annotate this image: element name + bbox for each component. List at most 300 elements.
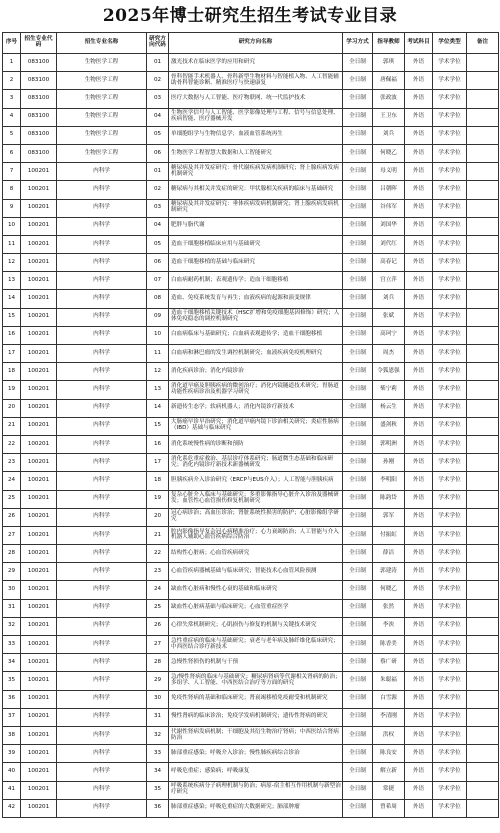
cell-tutor: 朱聪福 xyxy=(373,672,405,690)
table-row xyxy=(3,636,499,654)
cell-direction-name: 白血病耐药机制；表观遗传学；造血干细胞移植 xyxy=(169,272,343,290)
cell-major-code: 100201 xyxy=(21,781,57,799)
cell-study-mode: 全日制 xyxy=(343,417,373,435)
cell-note xyxy=(467,363,499,381)
cell-exam: 外语 xyxy=(405,563,433,581)
cell-degree-type: 学术学位 xyxy=(433,617,467,635)
cell-degree-type: 学术学位 xyxy=(433,708,467,726)
table-row xyxy=(3,581,499,599)
cell-serial: 27 xyxy=(3,526,21,544)
cell-note xyxy=(467,126,499,144)
cell-note xyxy=(467,272,499,290)
cell-major-code: 083100 xyxy=(21,126,57,144)
cell-study-mode: 全日制 xyxy=(343,563,373,581)
cell-direction-name: 慢性肾病的临床诊治；免疫学发病机制研究；遗传性肾病的研究 xyxy=(169,708,343,726)
cell-major-code: 100201 xyxy=(21,545,57,563)
cell-direction-name: 新遗传生态学；软病机器人；消化内镜诊疗新技术 xyxy=(169,399,343,417)
cell-degree-type: 学术学位 xyxy=(433,490,467,508)
cell-exam: 外语 xyxy=(405,217,433,235)
cell-tutor: 陈韵岱 xyxy=(373,490,405,508)
cell-serial: 33 xyxy=(3,636,21,654)
cell-exam: 外语 xyxy=(405,781,433,799)
cell-serial: 32 xyxy=(3,617,21,635)
cell-study-mode: 全日制 xyxy=(343,599,373,617)
cell-major-code: 100201 xyxy=(21,454,57,472)
cell-degree-type: 学术学位 xyxy=(433,72,467,90)
cell-direction-code: 25 xyxy=(147,599,169,617)
cell-major-name: 内科学 xyxy=(57,508,147,526)
cell-study-mode: 全日制 xyxy=(343,308,373,326)
cell-study-mode: 全日制 xyxy=(343,399,373,417)
cell-direction-code: 18 xyxy=(147,472,169,490)
cell-tutor: 常捷 xyxy=(373,781,405,799)
cell-direction-name: 缺血性心脏病基础与临床研究；心血管重症医学 xyxy=(169,599,343,617)
cell-direction-code: 01 xyxy=(147,163,169,181)
cell-direction-code: 06 xyxy=(147,144,169,162)
cell-direction-code: 13 xyxy=(147,381,169,399)
cell-tutor: 李清刚 xyxy=(373,708,405,726)
cell-study-mode: 全日制 xyxy=(343,108,373,126)
cell-direction-name: 造血干细胞移植临床应用与基础研究 xyxy=(169,235,343,253)
cell-tutor: 高珂宁 xyxy=(373,326,405,344)
cell-tutor: 李泱 xyxy=(373,617,405,635)
cell-note xyxy=(467,526,499,544)
cell-exam: 外语 xyxy=(405,381,433,399)
cell-major-code: 100201 xyxy=(21,399,57,417)
cell-direction-code: 33 xyxy=(147,745,169,763)
cell-note xyxy=(467,508,499,526)
table-row xyxy=(3,326,499,344)
cell-direction-code: 24 xyxy=(147,581,169,599)
cell-tutor: 薛洁 xyxy=(373,545,405,563)
cell-study-mode: 全日制 xyxy=(343,235,373,253)
cell-note xyxy=(467,745,499,763)
cell-major-name: 内科学 xyxy=(57,345,147,363)
cell-degree-type: 学术学位 xyxy=(433,690,467,708)
cell-exam: 外语 xyxy=(405,472,433,490)
cell-note xyxy=(467,599,499,617)
cell-degree-type: 学术学位 xyxy=(433,290,467,308)
cell-tutor: 宫立萍 xyxy=(373,272,405,290)
cell-serial: 41 xyxy=(3,781,21,799)
cell-tutor: 刘兵 xyxy=(373,126,405,144)
cell-serial: 13 xyxy=(3,272,21,290)
table-row xyxy=(3,763,499,781)
cell-study-mode: 全日制 xyxy=(343,617,373,635)
cell-major-code: 100201 xyxy=(21,745,57,763)
cell-direction-code: 19 xyxy=(147,490,169,508)
cell-study-mode: 全日制 xyxy=(343,363,373,381)
table-row xyxy=(3,745,499,763)
cell-major-code: 100201 xyxy=(21,290,57,308)
cell-major-name: 内科学 xyxy=(57,617,147,635)
cell-major-name: 内科学 xyxy=(57,763,147,781)
cell-major-name: 内科学 xyxy=(57,181,147,199)
cell-note xyxy=(467,781,499,799)
cell-tutor: 谷伟军 xyxy=(373,199,405,217)
cell-study-mode: 全日制 xyxy=(343,144,373,162)
cell-note xyxy=(467,799,499,817)
cell-degree-type: 学术学位 xyxy=(433,381,467,399)
cell-study-mode: 全日制 xyxy=(343,254,373,272)
cell-major-code: 100201 xyxy=(21,254,57,272)
cell-major-name: 内科学 xyxy=(57,399,147,417)
cell-serial: 26 xyxy=(3,508,21,526)
cell-tutor: 郭军 xyxy=(373,508,405,526)
cell-direction-name: 消化道早癌及胆胰疾病的微创治疗；消化内镜隧道技术研究；胃肠道功能性疾病诊治及机器学习研究 xyxy=(169,381,343,399)
cell-direction-code: 21 xyxy=(147,526,169,544)
table-row xyxy=(3,199,499,217)
cell-tutor: 令狐恩强 xyxy=(373,363,405,381)
cell-serial: 39 xyxy=(3,745,21,763)
cell-serial: 5 xyxy=(3,126,21,144)
table-row xyxy=(3,490,499,508)
cell-exam: 外语 xyxy=(405,126,433,144)
cell-major-name: 内科学 xyxy=(57,217,147,235)
cell-serial: 14 xyxy=(3,290,21,308)
cell-serial: 10 xyxy=(3,217,21,235)
header-major-code: 招生专业代码 xyxy=(21,33,57,54)
table-row xyxy=(3,654,499,672)
cell-direction-code: 23 xyxy=(147,563,169,581)
table-row xyxy=(3,235,499,253)
cell-note xyxy=(467,181,499,199)
cell-direction-name: 单细胞组学与生物信息学；血液血管系统再生 xyxy=(169,126,343,144)
cell-major-code: 100201 xyxy=(21,636,57,654)
cell-direction-code: 36 xyxy=(147,799,169,817)
cell-exam: 外语 xyxy=(405,526,433,544)
cell-note xyxy=(467,90,499,108)
cell-tutor: 付振虹 xyxy=(373,526,405,544)
cell-direction-code: 07 xyxy=(147,272,169,290)
cell-serial: 24 xyxy=(3,472,21,490)
cell-direction-code: 05 xyxy=(147,235,169,253)
cell-note xyxy=(467,545,499,563)
cell-major-code: 100201 xyxy=(21,690,57,708)
cell-major-code: 083100 xyxy=(21,54,57,72)
table-row xyxy=(3,144,499,162)
cell-direction-name: 消化疾病诊治；消化内镜诊治 xyxy=(169,363,343,381)
cell-degree-type: 学术学位 xyxy=(433,581,467,599)
table-row xyxy=(3,781,499,799)
cell-serial: 11 xyxy=(3,235,21,253)
cell-major-code: 100201 xyxy=(21,490,57,508)
cell-direction-name: 造血干细胞移植的基础与临床研究 xyxy=(169,254,343,272)
cell-serial: 8 xyxy=(3,181,21,199)
cell-note xyxy=(467,726,499,744)
cell-serial: 28 xyxy=(3,545,21,563)
table-row xyxy=(3,381,499,399)
cell-degree-type: 学术学位 xyxy=(433,181,467,199)
cell-direction-name: 冠心病诊治；高血压诊治；肾脏系统性损害的防护；心脏影像组学研究 xyxy=(169,508,343,526)
cell-tutor: 柴宁莉 xyxy=(373,381,405,399)
cell-degree-type: 学术学位 xyxy=(433,417,467,435)
cell-direction-code: 31 xyxy=(147,708,169,726)
table-row xyxy=(3,508,499,526)
cell-direction-code: 32 xyxy=(147,726,169,744)
cell-serial: 31 xyxy=(3,599,21,617)
cell-note xyxy=(467,235,499,253)
cell-tutor: 刘代红 xyxy=(373,235,405,253)
cell-major-code: 100201 xyxy=(21,726,57,744)
cell-study-mode: 全日制 xyxy=(343,745,373,763)
cell-exam: 外语 xyxy=(405,326,433,344)
cell-major-code: 100201 xyxy=(21,563,57,581)
cell-direction-code: 29 xyxy=(147,672,169,690)
cell-major-code: 100201 xyxy=(21,217,57,235)
cell-degree-type: 学术学位 xyxy=(433,781,467,799)
cell-tutor: 陈香美 xyxy=(373,636,405,654)
cell-major-code: 100201 xyxy=(21,199,57,217)
cell-direction-code: 04 xyxy=(147,217,169,235)
table-header-row xyxy=(3,33,499,54)
cell-exam: 外语 xyxy=(405,690,433,708)
cell-direction-code: 10 xyxy=(147,326,169,344)
cell-serial: 20 xyxy=(3,399,21,417)
cell-exam: 外语 xyxy=(405,745,433,763)
cell-major-name: 内科学 xyxy=(57,326,147,344)
cell-degree-type: 学术学位 xyxy=(433,90,467,108)
cell-exam: 外语 xyxy=(405,181,433,199)
cell-exam: 外语 xyxy=(405,144,433,162)
cell-direction-code: 02 xyxy=(147,181,169,199)
table-row xyxy=(3,454,499,472)
cell-major-name: 内科学 xyxy=(57,435,147,453)
cell-major-code: 100201 xyxy=(21,508,57,526)
cell-direction-name: 复杂心脏介入临床与基础研究；多重影像指导心脏介入诊治及器械研发；血管性心血管损伤修复机制研究 xyxy=(169,490,343,508)
cell-serial: 12 xyxy=(3,254,21,272)
cell-direction-code: 28 xyxy=(147,654,169,672)
cell-major-name: 内科学 xyxy=(57,199,147,217)
header-direction-code: 研究方向代码 xyxy=(147,33,169,54)
cell-study-mode: 全日制 xyxy=(343,181,373,199)
cell-study-mode: 全日制 xyxy=(343,454,373,472)
cell-exam: 外语 xyxy=(405,90,433,108)
cell-study-mode: 全日制 xyxy=(343,726,373,744)
cell-exam: 外语 xyxy=(405,508,433,526)
cell-direction-name: 糖尿病及其并发症研究：垂体疾病发病机制研究；肾上腺疾病发病机制研究 xyxy=(169,199,343,217)
cell-degree-type: 学术学位 xyxy=(433,763,467,781)
cell-major-name: 生物医学工程 xyxy=(57,54,147,72)
cell-major-name: 生物医学工程 xyxy=(57,108,147,126)
cell-tutor: 张斌 xyxy=(373,308,405,326)
cell-serial: 4 xyxy=(3,108,21,126)
cell-serial: 29 xyxy=(3,563,21,581)
cell-major-code: 100201 xyxy=(21,617,57,635)
cell-direction-code: 17 xyxy=(147,454,169,472)
cell-degree-type: 学术学位 xyxy=(433,345,467,363)
cell-major-code: 100201 xyxy=(21,308,57,326)
cell-degree-type: 学术学位 xyxy=(433,636,467,654)
cell-direction-code: 15 xyxy=(147,417,169,435)
table-row xyxy=(3,108,499,126)
cell-tutor: 李明阳 xyxy=(373,472,405,490)
cell-major-name: 内科学 xyxy=(57,672,147,690)
cell-study-mode: 全日制 xyxy=(343,435,373,453)
cell-note xyxy=(467,708,499,726)
cell-study-mode: 全日制 xyxy=(343,326,373,344)
cell-tutor: 何晓乙 xyxy=(373,144,405,162)
cell-major-name: 内科学 xyxy=(57,599,147,617)
cell-note xyxy=(467,636,499,654)
cell-tutor: 洪权 xyxy=(373,726,405,744)
cell-direction-name: 肺部重症感染；呼吸介入诊治；慢性肺疾病综合诊治 xyxy=(169,745,343,763)
cell-exam: 外语 xyxy=(405,417,433,435)
cell-tutor: 郭明洲 xyxy=(373,435,405,453)
cell-tutor: 郭琪 xyxy=(373,54,405,72)
cell-direction-name: 生物医学工程智慧大数据和人工智能研究 xyxy=(169,144,343,162)
cell-tutor: 解立新 xyxy=(373,763,405,781)
table-row xyxy=(3,617,499,635)
cell-exam: 外语 xyxy=(405,235,433,253)
cell-direction-name: 激光技术在临床医学的应用和研究 xyxy=(169,54,343,72)
cell-direction-name: 急慢性肾损伤的机制与干预 xyxy=(169,654,343,672)
cell-degree-type: 学术学位 xyxy=(433,217,467,235)
cell-exam: 外语 xyxy=(405,72,433,90)
cell-exam: 外语 xyxy=(405,617,433,635)
cell-major-code: 100201 xyxy=(21,235,57,253)
cell-direction-name: 急性重症病的临床与基础研究；衰老与老年病及肺纤维化临床研究；中西医结合诊疗新技术 xyxy=(169,636,343,654)
cell-note xyxy=(467,490,499,508)
cell-study-mode: 全日制 xyxy=(343,126,373,144)
cell-major-code: 100201 xyxy=(21,181,57,199)
cell-serial: 16 xyxy=(3,326,21,344)
cell-tutor: 刘国华 xyxy=(373,217,405,235)
cell-exam: 外语 xyxy=(405,199,433,217)
cell-direction-name: 缺血性心脏病和慢性心衰的基础和临床研究 xyxy=(169,581,343,599)
table-row xyxy=(3,290,499,308)
cell-study-mode: 全日制 xyxy=(343,581,373,599)
cell-major-name: 内科学 xyxy=(57,272,147,290)
cell-serial: 25 xyxy=(3,490,21,508)
cell-serial: 2 xyxy=(3,72,21,90)
table-row xyxy=(3,708,499,726)
header-major-name: 招生专业名称 xyxy=(57,33,147,54)
cell-major-name: 内科学 xyxy=(57,472,147,490)
cell-note xyxy=(467,199,499,217)
cell-degree-type: 学术学位 xyxy=(433,235,467,253)
cell-exam: 外语 xyxy=(405,399,433,417)
cell-major-code: 100201 xyxy=(21,581,57,599)
cell-major-code: 100201 xyxy=(21,363,57,381)
cell-major-name: 内科学 xyxy=(57,417,147,435)
cell-tutor: 郭建涛 xyxy=(373,563,405,581)
cell-study-mode: 全日制 xyxy=(343,272,373,290)
table-row xyxy=(3,417,499,435)
cell-serial: 17 xyxy=(3,345,21,363)
cell-degree-type: 学术学位 xyxy=(433,654,467,672)
cell-degree-type: 学术学位 xyxy=(433,599,467,617)
table-row xyxy=(3,435,499,453)
cell-major-code: 100201 xyxy=(21,799,57,817)
cell-major-name: 内科学 xyxy=(57,308,147,326)
cell-study-mode: 全日制 xyxy=(343,799,373,817)
table-row xyxy=(3,563,499,581)
cell-major-name: 内科学 xyxy=(57,235,147,253)
table-row xyxy=(3,90,499,108)
cell-exam: 外语 xyxy=(405,308,433,326)
cell-exam: 外语 xyxy=(405,290,433,308)
cell-direction-code: 34 xyxy=(147,763,169,781)
cell-major-code: 100201 xyxy=(21,326,57,344)
cell-major-code: 083100 xyxy=(21,90,57,108)
cell-note xyxy=(467,308,499,326)
cell-serial: 1 xyxy=(3,54,21,72)
cell-major-name: 生物医学工程 xyxy=(57,90,147,108)
cell-note xyxy=(467,617,499,635)
table-row xyxy=(3,599,499,617)
cell-direction-name: 心律失常机制研究；心肌损伤与修复的机制与关键技术研究 xyxy=(169,617,343,635)
cell-major-code: 100201 xyxy=(21,599,57,617)
cell-tutor: 王卫东 xyxy=(373,108,405,126)
cell-direction-name: 结构性心脏病；心血管疾病研究 xyxy=(169,545,343,563)
cell-degree-type: 学术学位 xyxy=(433,163,467,181)
cell-direction-name: 糖尿病及其并发症研究：骨代谢疾病发病机制研究；肾上腺疾病发病机制研究 xyxy=(169,163,343,181)
cell-note xyxy=(467,108,499,126)
cell-major-code: 100201 xyxy=(21,763,57,781)
table-row xyxy=(3,272,499,290)
cell-major-code: 100201 xyxy=(21,381,57,399)
cell-degree-type: 学术学位 xyxy=(433,435,467,453)
cell-serial: 23 xyxy=(3,454,21,472)
cell-note xyxy=(467,163,499,181)
cell-exam: 外语 xyxy=(405,363,433,381)
cell-serial: 21 xyxy=(3,417,21,435)
cell-degree-type: 学术学位 xyxy=(433,563,467,581)
cell-direction-name: 糖尿病与其相关并发症的研究：甲状腺相关疾病的临床与基础研究 xyxy=(169,181,343,199)
cell-degree-type: 学术学位 xyxy=(433,308,467,326)
cell-study-mode: 全日制 xyxy=(343,90,373,108)
cell-degree-type: 学术学位 xyxy=(433,54,467,72)
cell-exam: 外语 xyxy=(405,454,433,472)
cell-degree-type: 学术学位 xyxy=(433,799,467,817)
cell-direction-code: 26 xyxy=(147,617,169,635)
cell-direction-name: 呼吸危重症；感染病；呼吸康复 xyxy=(169,763,343,781)
cell-major-name: 内科学 xyxy=(57,781,147,799)
cell-direction-name: 生物医学信号与人工智能、医学影像处理与工程、信号与信息处理、疾病智能、医疗器械开发 xyxy=(169,108,343,126)
cell-major-code: 100201 xyxy=(21,272,57,290)
cell-major-name: 生物医学工程 xyxy=(57,144,147,162)
cell-serial: 3 xyxy=(3,90,21,108)
cell-major-name: 内科学 xyxy=(57,454,147,472)
cell-degree-type: 学术学位 xyxy=(433,326,467,344)
cell-major-name: 内科学 xyxy=(57,381,147,399)
cell-major-name: 内科学 xyxy=(57,163,147,181)
cell-study-mode: 全日制 xyxy=(343,508,373,526)
cell-direction-name: 腔内影像指导复杂冠心病精准治疗；心力衰竭防治；人工智能与介入机器人辅助心血管疾病综合防治 xyxy=(169,526,343,544)
cell-major-name: 内科学 xyxy=(57,654,147,672)
cell-major-code: 083100 xyxy=(21,144,57,162)
cell-direction-name: 急/慢性肾病的临床与基础研究；糖尿病肾病等代谢相关肾病的防治；多组学、人工智能、中西医结合治疗等方面的研究 xyxy=(169,672,343,690)
cell-direction-code: 20 xyxy=(147,508,169,526)
cell-tutor: 母义明 xyxy=(373,163,405,181)
cell-serial: 7 xyxy=(3,163,21,181)
cell-direction-code: 08 xyxy=(147,290,169,308)
cell-serial: 22 xyxy=(3,435,21,453)
cell-direction-code: 16 xyxy=(147,435,169,453)
cell-exam: 外语 xyxy=(405,108,433,126)
cell-serial: 42 xyxy=(3,799,21,817)
cell-degree-type: 学术学位 xyxy=(433,254,467,272)
cell-direction-code: 01 xyxy=(147,54,169,72)
cell-exam: 外语 xyxy=(405,345,433,363)
cell-tutor: 盛剑秋 xyxy=(373,417,405,435)
cell-major-name: 内科学 xyxy=(57,563,147,581)
cell-direction-code: 14 xyxy=(147,399,169,417)
cell-major-name: 内科学 xyxy=(57,545,147,563)
cell-exam: 外语 xyxy=(405,272,433,290)
cell-study-mode: 全日制 xyxy=(343,381,373,399)
